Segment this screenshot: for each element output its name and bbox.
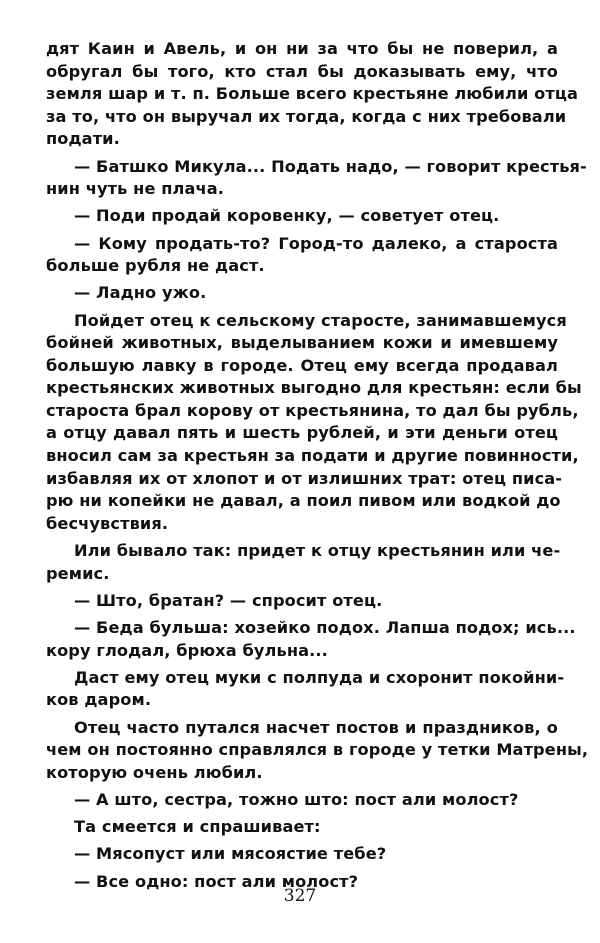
paragraph <box>46 617 576 662</box>
page-number: 327 <box>283 886 317 906</box>
text-line: Отец часто путался насчет постов и праздников, о <box>74 717 558 737</box>
paragraph <box>46 816 558 839</box>
text-line: бесчувствия. <box>46 513 169 533</box>
body-text <box>46 38 589 893</box>
text-line: — Поди продай коровенку, — советует отец. <box>74 206 500 226</box>
text-line: большую лавку в городе. Отец ему всегда продавал <box>46 355 558 375</box>
text-line: избавляя их от хлопот и от излишних трат: отец писа- <box>46 468 563 488</box>
text-line: — А што, сестра, тожно што: пост али молост? <box>74 789 519 809</box>
text-line: бойней животных, выделыванием кожи и имевшему <box>46 333 558 353</box>
text-line: больше рубля не даст. <box>46 256 265 276</box>
text-line: — Кому продать-то? Город-то далеко, а староста <box>74 233 558 253</box>
text-line: Пойдет отец к сельскому старосте, занимавшемуся <box>74 310 567 330</box>
text-line: ков даром. <box>46 690 152 710</box>
paragraph <box>46 540 561 585</box>
text-line: — Беда бульша: хозейко подох. Лапша подох; ись... <box>74 618 576 637</box>
paragraph <box>46 843 558 866</box>
text-line: староста брал корову от крестьянина, то дал бы рубль, <box>46 400 579 420</box>
text-line: — Мясопуст или мясоястие тебе? <box>74 844 387 864</box>
text-line: Даст ему отец муки с полпуда и схоронит покойни- <box>74 667 565 687</box>
paragraph <box>46 590 558 613</box>
text-line: кору глодал, брюха бульна... <box>46 640 328 660</box>
text-line: дят Каин и Авель, и он ни за что бы не поверил, а <box>46 39 558 58</box>
text-line: — Батшко Микула... Подать надо, — говорит крестья- <box>74 156 587 176</box>
text-line: — Все одно: пост али молост? <box>74 871 359 891</box>
text-line: — Што, братан? — спросит отец. <box>74 590 383 610</box>
text-line: крестьянских животных выгодно для крестьян: если бы <box>46 378 582 398</box>
text-line: рю ни копейки не давал, а поил пивом или водкой до <box>46 491 561 511</box>
paragraph <box>46 310 582 536</box>
paragraph <box>46 717 589 785</box>
text-line: ремис. <box>46 563 110 583</box>
paragraph <box>46 282 558 305</box>
text-line: а отцу давал пять и шесть рублей, и эти деньги отец <box>46 423 558 443</box>
text-line: обругал бы того, кто стал бы доказывать ему, что <box>46 61 558 81</box>
text-line: чем он постоянно справлялся в городе у тетки Матрены, <box>46 740 589 760</box>
text-line: за то, что он выручал их тогда, когда с них требовали <box>46 106 567 126</box>
text-line: земля шар и т. п. Больше всего крестьяне любили отца <box>46 84 578 104</box>
paragraph <box>46 205 558 228</box>
paragraph <box>46 156 587 201</box>
text-line: Или бывало так: придет к отцу крестьянин или че- <box>74 541 561 561</box>
paragraph <box>46 233 558 278</box>
text-line: — Ладно ужо. <box>74 283 207 303</box>
text-line: которую очень любил. <box>46 762 263 782</box>
text-line: Та смеется и спрашивает: <box>74 817 321 837</box>
paragraph <box>46 38 578 151</box>
paragraph <box>46 789 558 812</box>
paragraph <box>46 667 565 712</box>
text-line: вносил сам за крестьян за подати и другие повинности, <box>46 446 579 466</box>
text-line: подати. <box>46 129 120 149</box>
text-line: нин чуть не плача. <box>46 179 225 199</box>
